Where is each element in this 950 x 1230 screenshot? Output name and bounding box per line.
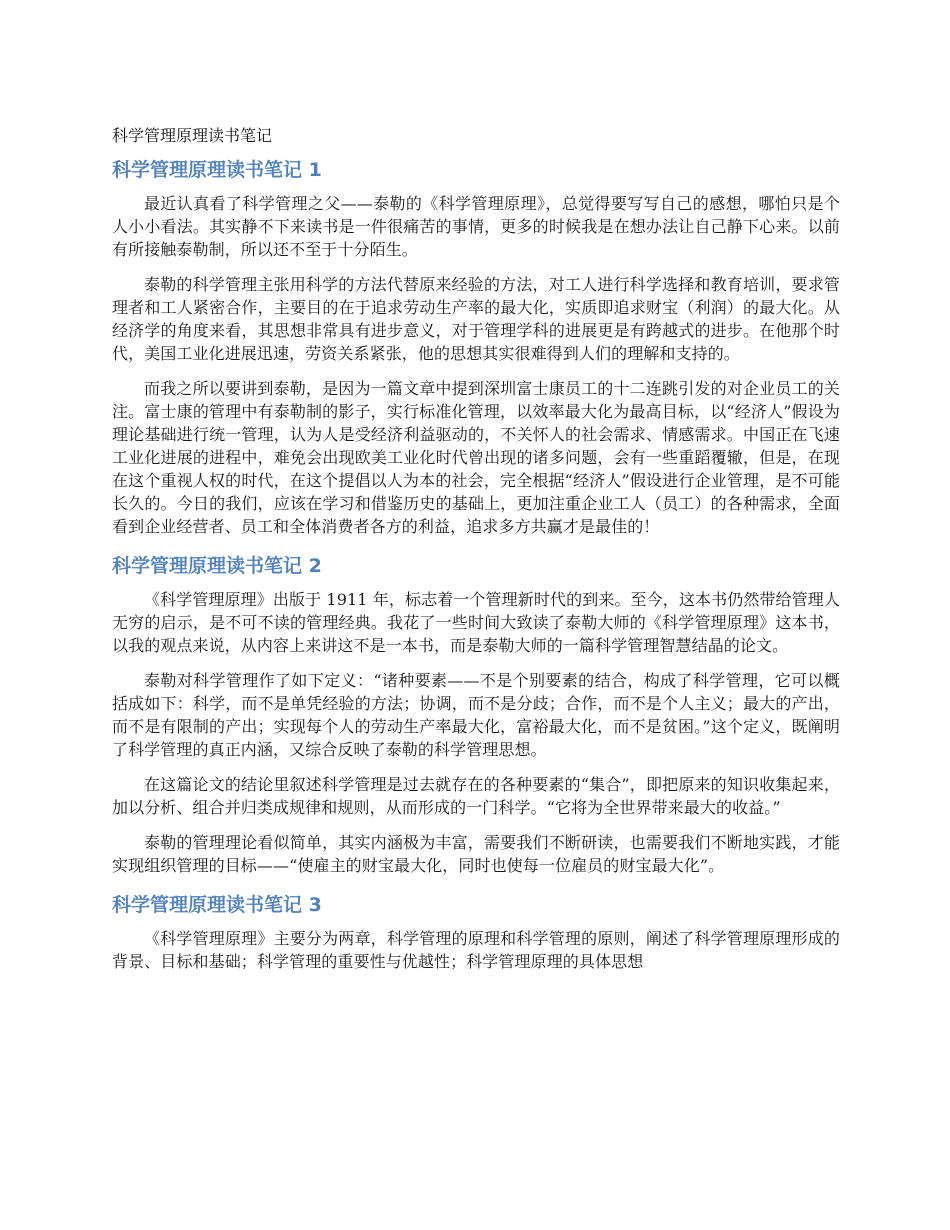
paragraph: 泰勒的管理理论看似简单，其实内涵极为丰富，需要我们不断研读，也需要我们不断地实践，才能实现组织管理的目标——“使雇主的财宝最大化，同时也使每一位雇员的财宝最大化”。 — [112, 833, 840, 875]
document-page — [112, 122, 840, 985]
section-heading: 科学管理原理读书笔记 1 — [112, 159, 322, 181]
section-heading: 科学管理原理读书笔记 3 — [112, 894, 322, 916]
paragraph: 在这篇论文的结论里叙述科学管理是过去就存在的各种要素的“集合”，即把原来的知识收集起来，加以分析、组合并归类成规律和规则，从而形成的一门科学。“它将为全世界带来最大的收益。” — [112, 775, 840, 817]
paragraph: 泰勒的科学管理主张用科学的方法代替原来经验的方法，对工人进行科学选择和教育培训，要求管理者和工人紧密合作，主要目的在于追求劳动生产率的最大化，实质即追求财宝（利润）的最大化。从经济学的角度来看，其思想非常具有进步意义，对于管理学科的进展更是有跨越式的进步。在他那个时代，美国工业化进展迅速，劳资关系紧张，他的思想其实很难得到人们的理解和支持的。 — [112, 275, 840, 363]
paragraph: 《科学管理原理》主要分为两章，科学管理的原理和科学管理的原则，阐述了科学管理原理形成的背景、目标和基础；科学管理的重要性与优越性；科学管理原理的具体思想 — [112, 929, 840, 971]
document-title: 科学管理原理读书笔记 — [112, 126, 273, 145]
section-2 — [112, 550, 840, 877]
paragraph: 而我之所以要讲到泰勒，是因为一篇文章中提到深圳富士康员工的十二连跳引发的对企业员工的关注。富士康的管理中有泰勒制的影子，实行标准化管理，以效率最大化为最高目标，以“经济人”假设为理论基础进行统一管理，认为人是受经济利益驱动的，不关怀人的社会需求、情感需求。中国正在飞速工业化进展的进程中，难免会出现欧美工业化时代曾出现的诸多问题，会有一些重蹈覆辙，但是，在现在这个重视人权的时代，在这个提倡以人为本的社会，完全根据“经济人”假设进行企业管理，是不可能长久的。今日的我们，应该在学习和借鉴历史的基础上，更加注重企业工人（员工）的各种需求，全面看到企业经营者、员工和全体消费者各方的利益，追求多方共赢才是最佳的！ — [112, 379, 840, 536]
paragraph: 最近认真看了科学管理之父——泰勒的《科学管理原理》，总觉得要写写自己的感想，哪怕只是个人小小看法。其实静不下来读书是一件很痛苦的事情，更多的时候我是在想办法让自己静下心来。以前有所接触泰勒制，所以还不至于十分陌生。 — [112, 194, 840, 259]
section-3 — [112, 889, 840, 973]
section-heading: 科学管理原理读书笔记 2 — [112, 555, 322, 577]
section-1 — [112, 154, 840, 538]
paragraph: 《科学管理原理》出版于 1911 年，标志着一个管理新时代的到来。至今，这本书仍然带给管理人无穷的启示，是不可不读的管理经典。我花了一些时间大致读了泰勒大师的《科学管理原理》这本书，以我的观点来说，从内容上来讲这不是一本书，而是泰勒大师的一篇科学管理智慧结晶的论文。 — [112, 590, 840, 655]
paragraph: 泰勒对科学管理作了如下定义：“诸种要素——不是个别要素的结合，构成了科学管理，它可以概括成如下：科学，而不是单凭经验的方法；协调，而不是分歧；合作，而不是个人主义；最大的产出，而不是有限制的产出；实现每个人的劳动生产率最大化，富裕最大化，而不是贫困。”这个定义，既阐明了科学管理的真正内涵，又综合反映了泰勒的科学管理思想。 — [112, 671, 840, 759]
